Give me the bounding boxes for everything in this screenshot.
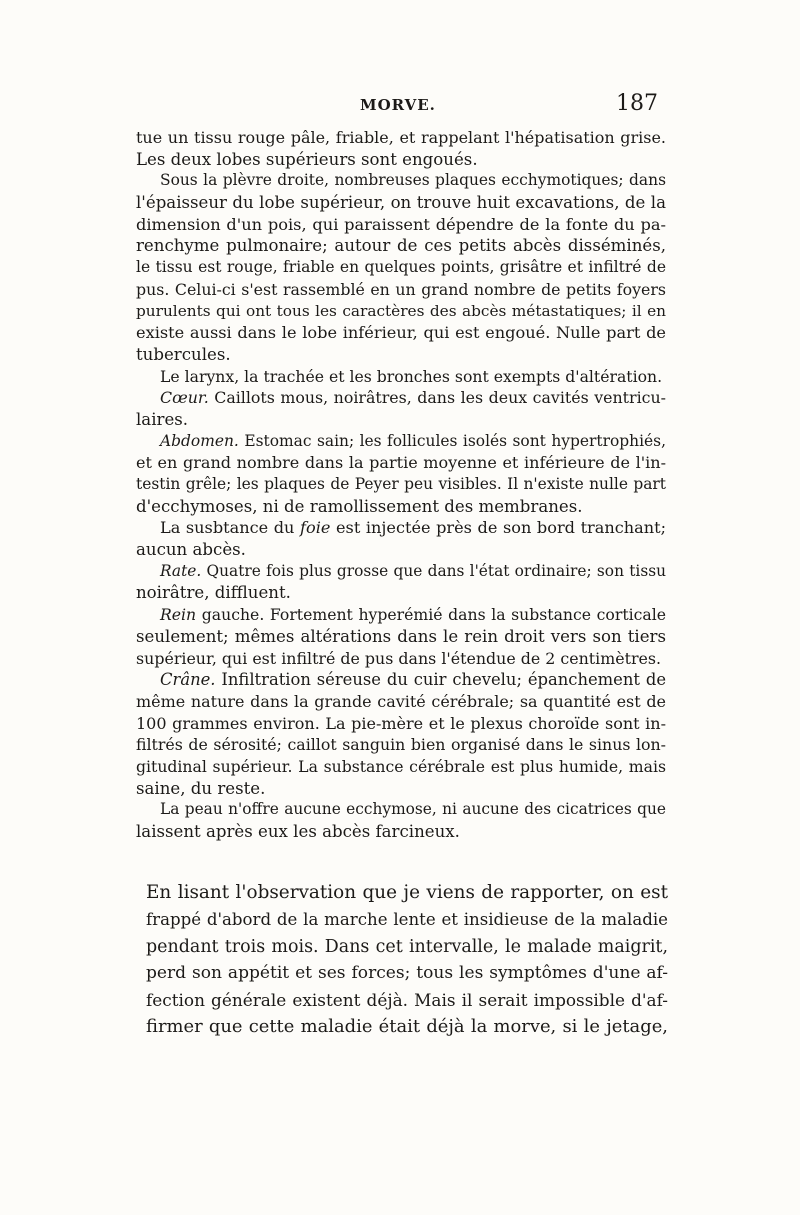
section-label-spleen: Rate. [160,561,202,580]
autopsy-notes [136,127,666,843]
text-line: tue un tissu rouge pâle, friable, et rappelant l'hépatisation grise. [136,128,666,147]
text-line: le tissu est rouge, friable en quelques points, grisâtre et infiltré de [136,258,666,277]
text-line: 100 grammes environ. La pie-mère et le plexus choroïde sont in- [136,713,666,733]
text-line: Le larynx, la trachée et les bronches sont exempts d'altération. [160,366,663,386]
text-line: En lisant l'observation que je viens de rapporter, on est [146,882,668,903]
running-head: MORVE. [360,96,436,114]
section-label-heart: Cœur. [160,388,209,408]
text-line: dimension d'un pois, qui paraissent dépendre de la fonte du pa- [136,214,666,234]
text-line: testin grêle; les plaques de Peyer peu visibles. Il n'existe nulle part [136,475,666,493]
paragraph-spleen [136,561,666,604]
text-line: Quatre fois plus grosse que dans l'état ordinaire; son tissu [206,561,667,580]
text-line: Les deux lobes supérieurs sont engoués. [136,149,478,169]
text-line: seulement; mêmes altérations dans le rein droit vers son tiers [136,626,666,646]
text-line: tubercules. [136,344,231,364]
commentary-paragraph [146,880,668,1041]
text-line: laires. [136,409,189,429]
text-line: l'épaisseur du lobe supérieur, on trouve huit excavations, de la [136,193,666,213]
text-line: firmer que cette maladie était déjà la morve, si le jetage, [146,1015,668,1037]
paragraph-skin [136,799,666,842]
text-line: même nature dans la grande cavité cérébrale; sa quantité est de [136,691,666,711]
text-line: pendant trois mois. Dans cet intervalle, le malade maigrit, [146,936,668,957]
paragraph-skull [136,669,666,799]
text-line: purulents qui ont tous les caractères des abcès métastatiques; il en [136,301,666,320]
text-line: renchyme pulmonaire; autour de ces petits abcès disséminés, [136,236,666,256]
text-line: est injectée près de son bord tranchant; [336,518,666,538]
text-line: Estomac sain; les follicules isolés sont hypertrophiés, [244,431,666,450]
section-label-abdomen: Abdomen. [160,431,239,450]
paragraph-larynx [136,366,666,388]
text-line: existe aussi dans le lobe inférieur, qui est engoué. Nulle part de [136,323,666,343]
section-label-skull: Crâne. [160,670,216,690]
page-number: 187 [616,91,658,116]
paragraph-right-pleura [136,170,666,365]
section-label-liver: foie [300,518,331,538]
paragraph-kidney [136,604,666,669]
text-line: noirâtre, diffluent. [136,583,291,603]
section-label-kidney: Rein [160,605,197,625]
text-fragment: La susbtance du [160,518,295,538]
text-line: filtrés de sérosité; caillot sanguin bien organisé dans le sinus lon- [136,735,666,755]
text-line: laissent après eux les abcès farcineux. [136,822,460,841]
paragraph-lungs-intro [136,127,666,170]
text-line: aucun abcès. [136,540,246,560]
text-line: d'ecchymoses, ni de ramollissement des membranes. [136,496,583,516]
text-line: La peau n'offre aucune ecchymose, ni aucune des cicatrices que [160,800,666,819]
text-line: gauche. Fortement hyperémié dans la substance corticale [201,605,666,625]
paragraph-liver [136,517,666,560]
text-line: supérieur, qui est infiltré de pus dans l'étendue de 2 centimètres. [136,648,662,668]
text-line: et en grand nombre dans la partie moyenne et inférieure de l'in- [136,453,666,473]
text-line: saine, du reste. [136,778,266,798]
text-line: perd son appétit et ses forces; tous les symptômes d'une af- [146,963,668,984]
text-line: Caillots mous, noirâtres, dans les deux cavités ventricu- [214,388,666,408]
text-line: gitudinal supérieur. La substance cérébrale est plus humide, mais [136,756,666,776]
text-line: Infiltration séreuse du cuir chevelu; épanchement de [221,670,667,690]
text-line: pus. Celui-ci s'est rassemblé en un grand nombre de petits foyers [136,279,666,299]
paragraph-heart [136,387,666,430]
text-line: frappé d'abord de la marche lente et insidieuse de la maladie [146,909,668,929]
paragraph-abdomen [136,431,666,518]
text-line: Sous la plèvre droite, nombreuses plaques ecchymotiques; dans [160,171,666,190]
text-line: fection générale existent déjà. Mais il serait impossible d'af- [146,990,668,1011]
